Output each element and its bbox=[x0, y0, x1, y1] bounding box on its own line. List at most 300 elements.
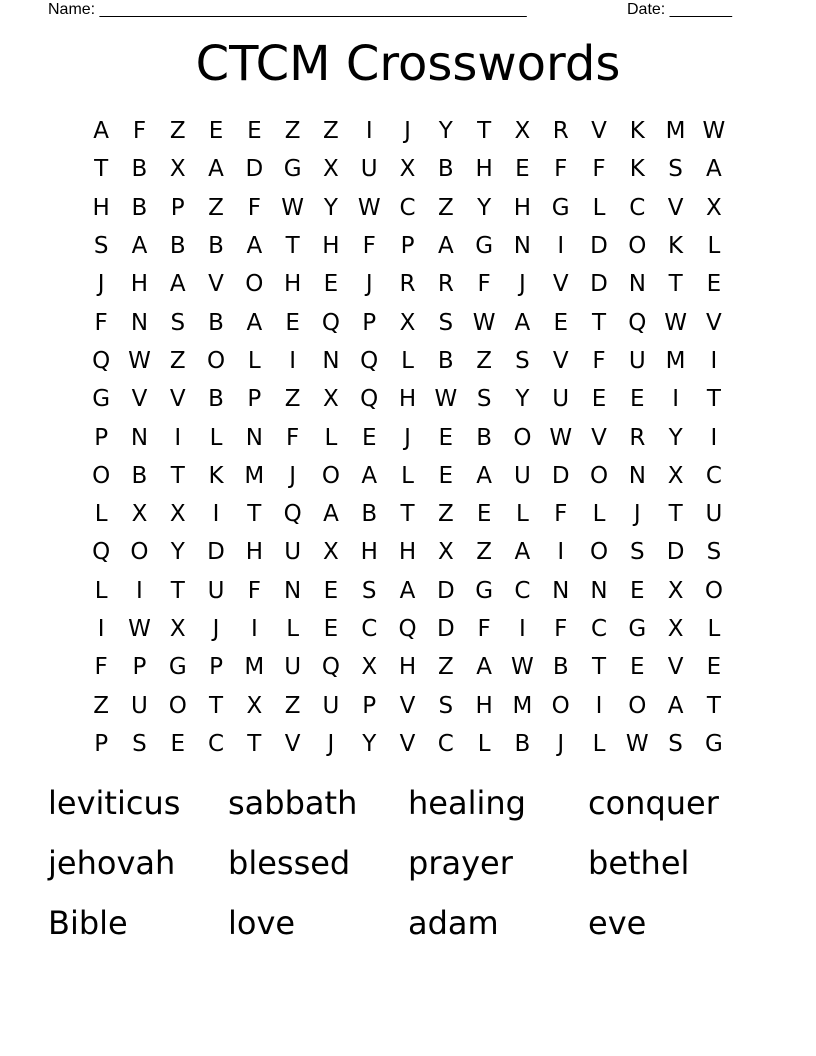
grid-letter: P bbox=[400, 233, 415, 260]
grid-letter: P bbox=[94, 730, 109, 757]
grid-letter: O bbox=[704, 577, 723, 604]
grid-letter: E bbox=[476, 501, 492, 528]
grid-letter: Z bbox=[169, 118, 186, 145]
name-field: Name: ________________________________________________ bbox=[48, 1, 527, 18]
grid-letter: J bbox=[519, 271, 526, 298]
grid-letter: E bbox=[361, 424, 377, 451]
grid-letter: F bbox=[247, 577, 261, 604]
grid-letter: T bbox=[668, 501, 683, 528]
grid-letter: H bbox=[398, 654, 417, 681]
grid-letter: Q bbox=[92, 347, 111, 374]
grid-letter: P bbox=[132, 654, 147, 681]
grid-letter: S bbox=[438, 309, 454, 336]
grid-letter: S bbox=[630, 539, 645, 566]
grid-letter: H bbox=[245, 539, 263, 566]
grid-letter: U bbox=[322, 692, 340, 719]
grid-letter: J bbox=[633, 501, 641, 528]
grid-letter: O bbox=[92, 462, 111, 489]
grid-letter: B bbox=[476, 424, 492, 451]
grid-letter: U bbox=[513, 462, 531, 489]
grid-letter: N bbox=[628, 462, 646, 489]
grid-letter: H bbox=[92, 194, 110, 221]
grid-letter: Y bbox=[362, 730, 377, 757]
grid-letter: D bbox=[590, 271, 608, 298]
grid-letter: L bbox=[286, 616, 300, 642]
grid-letter: R bbox=[552, 118, 569, 145]
grid-letter: A bbox=[399, 577, 416, 604]
grid-letter: D bbox=[666, 539, 685, 566]
grid-letter: D bbox=[436, 577, 455, 604]
grid-letter: Q bbox=[360, 347, 379, 374]
grid-letter: A bbox=[361, 462, 378, 489]
grid-letter: L bbox=[592, 730, 606, 757]
grid-letter: W bbox=[702, 118, 726, 145]
grid-letter: A bbox=[131, 233, 148, 260]
grid-letter: F bbox=[477, 271, 491, 298]
grid-letter: N bbox=[130, 309, 149, 336]
grid-letter: G bbox=[475, 577, 494, 604]
grid-letter: Q bbox=[628, 309, 647, 336]
grid-letter: B bbox=[552, 654, 569, 681]
grid-letter: A bbox=[514, 539, 531, 566]
grid-letter: V bbox=[208, 271, 224, 298]
grid-letter: H bbox=[322, 233, 340, 260]
word-list-item: conquer bbox=[588, 784, 719, 822]
grid-letter: N bbox=[245, 424, 263, 451]
grid-letter: C bbox=[705, 462, 722, 489]
grid-letter: P bbox=[209, 654, 223, 681]
grid-letter: Z bbox=[284, 386, 301, 413]
grid-letter: E bbox=[323, 271, 339, 298]
word-list-item: jehovah bbox=[48, 844, 176, 882]
grid-letter: E bbox=[247, 118, 262, 145]
grid-letter: J bbox=[404, 118, 411, 145]
grid-letter: U bbox=[360, 156, 378, 183]
grid-letter: X bbox=[169, 156, 186, 183]
grid-letter: O bbox=[321, 462, 340, 489]
grid-letter: M bbox=[665, 347, 686, 374]
grid-letter: U bbox=[552, 386, 570, 413]
grid-letter: E bbox=[438, 462, 454, 489]
grid-letter: V bbox=[667, 654, 684, 681]
grid-letter: T bbox=[247, 501, 262, 528]
grid-letter: L bbox=[592, 501, 606, 528]
grid-letter: C bbox=[514, 577, 531, 604]
grid-letter: W bbox=[549, 424, 573, 451]
grid-letter: P bbox=[362, 309, 377, 336]
grid-letter: S bbox=[132, 730, 147, 757]
grid-letter: V bbox=[591, 118, 607, 145]
grid-letter: F bbox=[592, 347, 606, 374]
grid-letter: G bbox=[92, 386, 111, 413]
grid-letter: T bbox=[285, 233, 300, 260]
grid-letter: S bbox=[515, 347, 530, 374]
grid-letter: Y bbox=[438, 118, 453, 145]
grid-letter: X bbox=[706, 194, 722, 221]
grid-letter: B bbox=[437, 347, 454, 374]
grid-letter: A bbox=[706, 156, 722, 183]
grid-letter: D bbox=[245, 156, 264, 183]
grid-letter: C bbox=[361, 616, 378, 642]
grid-letter: G bbox=[551, 194, 570, 221]
grid-letter: H bbox=[398, 386, 417, 413]
grid-letter: I bbox=[557, 233, 565, 260]
grid-letter: V bbox=[131, 386, 148, 413]
grid-letter: I bbox=[595, 692, 603, 719]
grid-letter: U bbox=[284, 654, 302, 681]
grid-letter: I bbox=[672, 386, 679, 413]
grid-letter: I bbox=[136, 577, 143, 604]
grid-letter: B bbox=[208, 386, 224, 413]
grid-letter: H bbox=[283, 271, 302, 298]
grid-letter: T bbox=[170, 462, 185, 489]
grid-letter: B bbox=[131, 156, 148, 183]
grid-letter: L bbox=[324, 424, 338, 451]
grid-letter: L bbox=[94, 577, 108, 604]
grid-letter: N bbox=[284, 577, 302, 604]
grid-letter: Y bbox=[668, 424, 683, 451]
grid-letter: F bbox=[286, 424, 300, 451]
grid-letter: H bbox=[360, 539, 378, 566]
grid-letter: T bbox=[400, 501, 415, 528]
grid-letter: X bbox=[667, 577, 684, 604]
grid-letter: I bbox=[519, 616, 526, 642]
grid-letter: W bbox=[281, 194, 304, 221]
grid-letter: F bbox=[94, 309, 108, 336]
grid-letter: B bbox=[361, 501, 378, 528]
grid-letter: L bbox=[592, 194, 606, 221]
grid-letter: N bbox=[552, 577, 570, 604]
grid-letter: Y bbox=[515, 386, 530, 413]
grid-letter: T bbox=[247, 730, 262, 757]
grid-letter: T bbox=[170, 577, 185, 604]
grid-letter: N bbox=[590, 577, 608, 604]
grid-letter: B bbox=[131, 194, 148, 221]
grid-letter: E bbox=[630, 654, 645, 681]
grid-letter: A bbox=[667, 692, 684, 719]
grid-letter: U bbox=[131, 692, 148, 719]
grid-letter: T bbox=[209, 692, 224, 719]
grid-letter: F bbox=[477, 616, 491, 642]
grid-letter: K bbox=[208, 462, 224, 489]
grid-letter: L bbox=[707, 233, 721, 260]
grid-letter: O bbox=[628, 233, 647, 260]
grid-letter: E bbox=[553, 309, 568, 336]
grid-letter: I bbox=[97, 616, 105, 642]
grid-letter: N bbox=[322, 347, 340, 374]
grid-letter: O bbox=[551, 692, 570, 719]
grid-letter: S bbox=[170, 309, 186, 336]
grid-letter: E bbox=[515, 156, 530, 183]
grid-letter: D bbox=[551, 462, 570, 489]
grid-letter: X bbox=[169, 616, 186, 642]
grid-letter: Z bbox=[284, 118, 301, 145]
grid-letter: Z bbox=[437, 654, 454, 681]
grid-letter: T bbox=[591, 309, 607, 336]
grid-letter: Q bbox=[360, 386, 379, 413]
grid-letter: V bbox=[552, 347, 569, 374]
grid-letter: B bbox=[208, 309, 224, 336]
grid-letter: E bbox=[438, 424, 454, 451]
grid-letter: Z bbox=[437, 194, 454, 221]
word-list-item: leviticus bbox=[48, 784, 181, 822]
grid-letter: C bbox=[629, 194, 646, 221]
grid-letter: V bbox=[284, 730, 301, 757]
grid-letter: Z bbox=[437, 501, 454, 528]
grid-letter: R bbox=[399, 271, 416, 298]
grid-letter: W bbox=[625, 730, 649, 757]
grid-letter: G bbox=[628, 616, 647, 642]
grid-letter: S bbox=[361, 577, 377, 604]
grid-letter: A bbox=[323, 501, 339, 528]
grid-letter: A bbox=[437, 233, 454, 260]
grid-letter: P bbox=[247, 386, 262, 413]
grid-letter: O bbox=[513, 424, 532, 451]
grid-letter: E bbox=[323, 616, 339, 642]
grid-letter: E bbox=[323, 577, 339, 604]
grid-letter: B bbox=[514, 730, 531, 757]
grid-letter: X bbox=[361, 654, 378, 681]
grid-letter: M bbox=[512, 692, 533, 719]
grid-letter: G bbox=[283, 156, 302, 183]
grid-letter: Q bbox=[321, 654, 340, 681]
grid-letter: S bbox=[668, 730, 683, 757]
grid-letter: A bbox=[476, 654, 492, 681]
grid-letter: Q bbox=[398, 616, 417, 642]
worksheet-header bbox=[48, 0, 748, 20]
grid-letter: I bbox=[289, 347, 297, 374]
grid-letter: C bbox=[590, 616, 608, 642]
grid-letter: E bbox=[285, 309, 300, 336]
grid-letter: F bbox=[94, 654, 108, 681]
grid-letter: D bbox=[590, 233, 608, 260]
page-title: CTCM Crosswords bbox=[195, 36, 621, 92]
grid-letter: K bbox=[629, 118, 645, 145]
grid-letter: Z bbox=[476, 347, 492, 374]
word-list-item: bethel bbox=[588, 844, 690, 882]
grid-letter: Z bbox=[169, 347, 186, 374]
grid-letter: Y bbox=[477, 194, 492, 221]
grid-letter: X bbox=[131, 501, 148, 528]
grid-letter: V bbox=[399, 692, 416, 719]
grid-letter: O bbox=[589, 539, 609, 566]
grid-letter: G bbox=[704, 730, 723, 757]
grid-letter: E bbox=[630, 386, 645, 413]
grid-letter: J bbox=[327, 730, 335, 757]
grid-letter: V bbox=[552, 271, 569, 298]
grid-letter: P bbox=[94, 424, 109, 451]
grid-letter: C bbox=[208, 730, 225, 757]
grid-letter: E bbox=[170, 730, 186, 757]
grid-letter: O bbox=[628, 692, 647, 719]
grid-letter: X bbox=[667, 616, 684, 642]
grid-letter: P bbox=[170, 194, 185, 221]
word-list-item: adam bbox=[408, 904, 499, 942]
grid-letter: I bbox=[710, 347, 718, 374]
grid-letter: O bbox=[589, 462, 609, 489]
grid-letter: H bbox=[475, 692, 493, 719]
grid-letter: U bbox=[207, 577, 225, 604]
word-list-item: love bbox=[228, 904, 296, 942]
grid-letter: A bbox=[514, 309, 531, 336]
grid-letter: Z bbox=[284, 692, 301, 719]
word-list-item: eve bbox=[588, 904, 647, 942]
grid-letter: J bbox=[557, 730, 565, 757]
grid-letter: V bbox=[169, 386, 186, 413]
grid-letter: K bbox=[629, 156, 645, 183]
grid-letter: B bbox=[131, 462, 148, 489]
grid-letter: W bbox=[357, 194, 381, 221]
grid-letter: T bbox=[668, 271, 683, 298]
grid-letter: R bbox=[629, 424, 646, 451]
grid-letter: X bbox=[437, 539, 454, 566]
grid-letter: J bbox=[97, 271, 105, 298]
grid-letter: F bbox=[247, 194, 261, 221]
grid-letter: W bbox=[472, 309, 496, 336]
grid-letter: W bbox=[434, 386, 458, 413]
grid-letter: P bbox=[362, 692, 377, 719]
grid-letter: L bbox=[94, 501, 108, 528]
grid-letter: C bbox=[399, 194, 416, 221]
grid-letter: L bbox=[401, 347, 414, 374]
grid-letter: B bbox=[169, 233, 186, 260]
grid-letter: E bbox=[706, 654, 722, 681]
grid-letter: F bbox=[554, 616, 568, 642]
grid-letter: W bbox=[128, 616, 151, 642]
grid-letter: W bbox=[128, 347, 151, 374]
grid-letter: Y bbox=[170, 539, 185, 566]
grid-letter: Z bbox=[476, 539, 492, 566]
grid-letter: L bbox=[247, 347, 261, 374]
grid-letter: Q bbox=[283, 501, 302, 528]
grid-letter: J bbox=[365, 271, 373, 298]
grid-letter: D bbox=[207, 539, 225, 566]
grid-letter: D bbox=[436, 616, 455, 642]
grid-letter: F bbox=[132, 118, 147, 145]
grid-letter: T bbox=[706, 692, 721, 719]
word-list-item: healing bbox=[408, 784, 526, 822]
grid-letter: E bbox=[591, 386, 607, 413]
grid-letter: J bbox=[212, 616, 220, 642]
grid-letter: M bbox=[665, 118, 686, 145]
grid-letter: S bbox=[438, 692, 454, 719]
grid-letter: A bbox=[246, 233, 263, 260]
grid-letter: E bbox=[208, 118, 224, 145]
grid-letter: B bbox=[208, 233, 224, 260]
grid-letter: I bbox=[557, 539, 565, 566]
grid-letter: A bbox=[476, 462, 492, 489]
grid-letter: X bbox=[399, 156, 416, 183]
grid-letter: K bbox=[668, 233, 684, 260]
grid-letter: Q bbox=[92, 539, 111, 566]
grid-letter: Q bbox=[321, 309, 340, 336]
grid-letter: L bbox=[516, 501, 529, 528]
grid-letter: S bbox=[706, 539, 722, 566]
grid-letter: O bbox=[168, 692, 187, 719]
grid-letter: X bbox=[246, 692, 263, 719]
grid-letter: O bbox=[130, 539, 149, 566]
grid-letter: V bbox=[706, 309, 722, 336]
grid-letter: I bbox=[710, 424, 718, 451]
grid-letter: L bbox=[209, 424, 223, 451]
grid-letter: I bbox=[174, 424, 182, 451]
grid-letter: T bbox=[706, 386, 721, 413]
grid-letter: Z bbox=[323, 118, 339, 145]
word-list-item: Bible bbox=[48, 904, 128, 942]
grid-letter: M bbox=[244, 654, 265, 681]
grid-letter: H bbox=[475, 156, 493, 183]
grid-letter: X bbox=[667, 462, 684, 489]
grid-letter: H bbox=[513, 194, 532, 221]
grid-letter: V bbox=[399, 730, 416, 757]
grid-letter: L bbox=[707, 616, 721, 642]
grid-letter: S bbox=[476, 386, 492, 413]
grid-letter: U bbox=[284, 539, 302, 566]
grid-letter: S bbox=[668, 156, 683, 183]
grid-letter: F bbox=[554, 501, 568, 528]
grid-letter: N bbox=[628, 271, 646, 298]
grid-letter: A bbox=[246, 309, 263, 336]
grid-letter: V bbox=[591, 424, 607, 451]
grid-letter: O bbox=[245, 271, 264, 298]
grid-letter: T bbox=[591, 654, 607, 681]
word-list bbox=[48, 773, 768, 953]
grid-letter: H bbox=[130, 271, 149, 298]
grid-letter: A bbox=[169, 271, 186, 298]
grid-letter: B bbox=[437, 156, 454, 183]
grid-letter: X bbox=[323, 539, 339, 566]
grid-letter: Z bbox=[208, 194, 224, 221]
grid-letter: I bbox=[250, 616, 258, 642]
grid-letter: E bbox=[706, 271, 722, 298]
grid-letter: X bbox=[514, 118, 531, 145]
grid-letter: H bbox=[398, 539, 417, 566]
grid-letter: L bbox=[401, 462, 414, 489]
word-list-item: sabbath bbox=[228, 784, 358, 822]
grid-letter: W bbox=[511, 654, 534, 681]
grid-letter: M bbox=[244, 462, 265, 489]
grid-letter: V bbox=[667, 194, 684, 221]
grid-letter: S bbox=[93, 233, 109, 260]
grid-letter: L bbox=[477, 730, 491, 757]
date-field: Date: _______ bbox=[627, 1, 732, 18]
grid-letter: G bbox=[168, 654, 187, 681]
grid-letter: N bbox=[513, 233, 532, 260]
grid-letter: T bbox=[94, 156, 109, 183]
grid-letter: X bbox=[399, 309, 416, 336]
letter-grid bbox=[82, 112, 733, 763]
grid-letter: W bbox=[664, 309, 687, 336]
grid-letter: O bbox=[206, 347, 226, 374]
word-list-item: blessed bbox=[228, 844, 351, 882]
grid-letter: Z bbox=[93, 692, 110, 719]
grid-letter: J bbox=[289, 462, 297, 489]
grid-letter: X bbox=[323, 156, 339, 183]
grid-letter: N bbox=[130, 424, 149, 451]
grid-letter: E bbox=[630, 577, 645, 604]
grid-letter: F bbox=[592, 156, 606, 183]
grid-letter: J bbox=[404, 424, 411, 451]
grid-letter: U bbox=[628, 347, 646, 374]
grid-letter: I bbox=[212, 501, 220, 528]
grid-letter: I bbox=[365, 118, 373, 145]
grid-letter: A bbox=[208, 156, 224, 183]
grid-letter: X bbox=[323, 386, 339, 413]
grid-letter: T bbox=[477, 118, 492, 145]
grid-letter: X bbox=[169, 501, 186, 528]
grid-letter: F bbox=[362, 233, 376, 260]
grid-letter: G bbox=[475, 233, 494, 260]
